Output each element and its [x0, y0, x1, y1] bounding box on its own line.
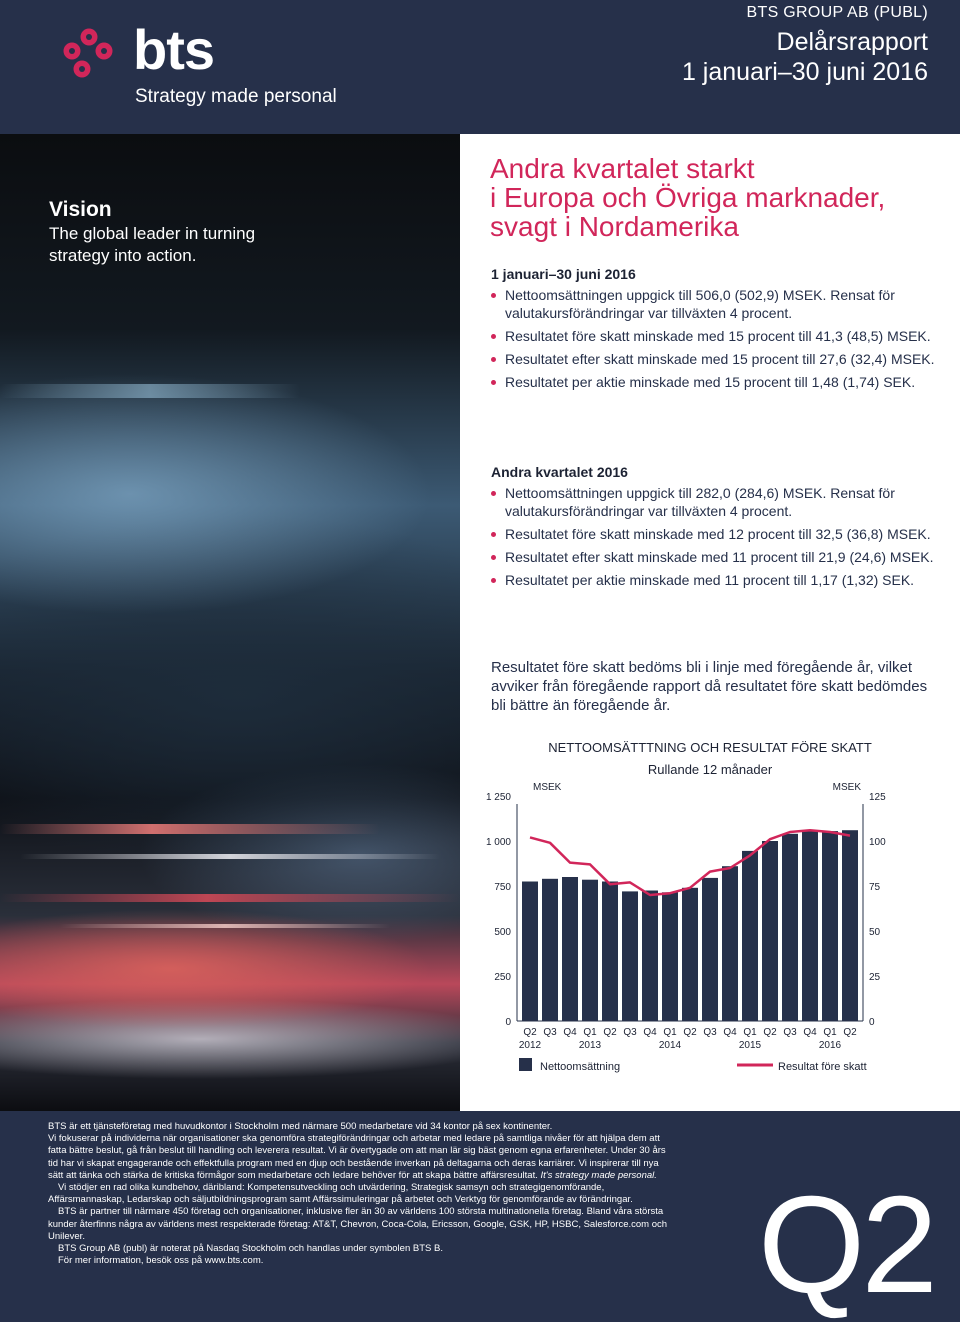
description-paragraph: Vi stödjer en rad olika kundbehov, däribland: Kompetensutveckling och utvärdering, Strategisk samsyn och strategigenomförande, Affärsmannaskap, Ledarskap och säljutbildningsprogram samt Affärssimuleringar på arbetet och Verktyg för genomförande av förändringar. [48, 1182, 633, 1206]
left-tick-label: 750 [494, 882, 511, 893]
revenue-bar [782, 834, 798, 1021]
bullet-item: Resultatet efter skatt minskade med 11 procent till 21,9 (24,6) MSEK. [491, 548, 951, 566]
description-paragraph [48, 1133, 668, 1182]
headline-line: Andra kvartalet starkt [490, 153, 755, 184]
legend-bar-swatch [519, 1058, 532, 1071]
legend-bar-label: Nettoomsättning [540, 1061, 621, 1073]
headline-line: svagt i Nordamerika [490, 211, 739, 242]
year-label: 2014 [658, 1040, 682, 1051]
summary-panel [460, 134, 960, 1111]
section-title-half-year: 1 januari–30 juni 2016 [491, 266, 636, 282]
bullet-item: Nettoomsättningen uppgick till 506,0 (502,9) MSEK. Rensat för valutakursförändringar var tillväxten 4 procent. [491, 286, 951, 322]
quarter-label: Q1 [663, 1027, 677, 1038]
report-header [0, 0, 960, 134]
left-tick-label: 1 250 [485, 792, 511, 803]
chart-subtitle: Rullande 12 månader [647, 762, 773, 777]
cover-photo [0, 134, 460, 1111]
quarter-label: Q4 [723, 1027, 737, 1038]
bts-logo-mark [60, 24, 120, 84]
description-paragraph: BTS är partner till närmare 450 företag och organisationer, inklusive fler än 30 av världens 100 största multinationella företag. Bland våra största kunder återfinns några av världens mest respekterade företag: AT&T, Chevron, Coca-Cola, Ericsson, Google, GSK, HP, HSBC, Salesforce.com och Unilever. [48, 1206, 668, 1242]
quarter-badge: Q2 [757, 1168, 934, 1322]
description-text: Vi fokuserar på individerna när organisationer ska genomföra strategiförändringar och arbetar med ledare på samtliga nivåer för att hjälpa dem att fatta bättre beslut, gå från beslut till handling och leverera resultat. Vi är övertygade om att man lär sig bäst genom egna erfarenheter. Under 30 års tid har vi skapat engagerande och effektfulla program med en djup och bestående inverkan på deltagarna och deras karriärer. Vi inspirerar till nya sätt att tänka och stärka de kritiska förmågor som medarbetare och ledare behöver för att skapa bättre affärsresultat. [48, 1133, 666, 1181]
right-tick-label: 0 [869, 1017, 875, 1028]
company-name: BTS GROUP AB (PUBL) [746, 4, 928, 21]
quarter-label: Q2 [763, 1027, 777, 1038]
bullet-item: Resultatet per aktie minskade med 15 procent till 1,48 (1,74) SEK. [491, 373, 951, 391]
revenue-bar [682, 888, 698, 1021]
quarter-label: Q2 [523, 1027, 537, 1038]
report-period: 1 januari–30 juni 2016 [681, 58, 928, 86]
revenue-bar [722, 866, 738, 1021]
quarter-label: Q4 [803, 1027, 817, 1038]
slogan: It's strategy made personal. [540, 1169, 657, 1181]
company-tagline: Strategy made personal [135, 86, 337, 107]
quarter-label: Q1 [743, 1027, 757, 1038]
half-year-bullets [491, 286, 951, 396]
report-title: Delårsrapport [776, 28, 928, 56]
revenue-bar [562, 877, 578, 1021]
quarter-label: Q1 [583, 1027, 597, 1038]
legend-line-label: Resultat före skatt [778, 1061, 867, 1073]
year-label: 2012 [518, 1040, 542, 1051]
headline-line: i Europa och Övriga marknader, [490, 182, 886, 213]
outlook-text: Resultatet före skatt bedöms bli i linje med föregående år, vilket avviker från föregående rapport då resultatet före skatt bedömdes bli bättre än föregående år. [491, 659, 928, 714]
vision-statement [49, 197, 255, 267]
revenue-bar [642, 891, 658, 1022]
right-tick-label: 75 [869, 882, 881, 893]
description-paragraph: För mer information, besök oss på www.bts.com. [58, 1255, 264, 1267]
bullet-item: Resultatet före skatt minskade med 12 procent till 32,5 (36,8) MSEK. [491, 525, 951, 543]
bullet-item: Nettoomsättningen uppgick till 282,0 (284,6) MSEK. Rensat för valutakursförändringar var tillväxten 4 procent. [491, 484, 951, 520]
revenue-bar [662, 892, 678, 1021]
left-tick-label: 0 [505, 1017, 511, 1028]
vision-title: Vision [49, 198, 112, 221]
company-description [48, 1121, 668, 1267]
revenue-profit-chart [460, 734, 960, 1094]
revenue-bar [602, 882, 618, 1022]
year-label: 2015 [738, 1040, 762, 1051]
section-title-quarter: Andra kvartalet 2016 [491, 464, 628, 480]
headline [490, 154, 950, 241]
left-tick-label: 250 [494, 972, 511, 983]
left-tick-label: 500 [494, 927, 511, 938]
bullet-item: Resultatet efter skatt minskade med 15 procent till 27,6 (32,4) MSEK. [491, 350, 951, 368]
bts-logo-wordmark: bts [133, 18, 214, 81]
quarter-label: Q2 [683, 1027, 697, 1038]
right-axis-unit: MSEK [832, 782, 861, 793]
description-paragraph: BTS Group AB (publ) är noterat på Nasdaq Stockholm och handlas under symbolen BTS B. [58, 1243, 443, 1255]
revenue-bar [622, 891, 638, 1021]
quarter-label: Q1 [823, 1027, 837, 1038]
quarter-label: Q4 [643, 1027, 657, 1038]
quarter-label: Q3 [543, 1027, 557, 1038]
right-tick-label: 25 [869, 972, 881, 983]
bullet-item: Resultatet per aktie minskade med 11 procent till 1,17 (1,32) SEK. [491, 571, 951, 589]
revenue-bar [742, 851, 758, 1021]
bullet-item: Resultatet före skatt minskade med 15 procent till 41,3 (48,5) MSEK. [491, 327, 951, 345]
right-tick-label: 125 [869, 792, 886, 803]
quarter-label: Q3 [623, 1027, 637, 1038]
revenue-bar [762, 841, 778, 1021]
revenue-bar [822, 831, 838, 1021]
right-tick-label: 50 [869, 927, 881, 938]
quarter-label: Q3 [783, 1027, 797, 1038]
chart-plot [460, 734, 960, 1094]
quarter-bullets [491, 484, 951, 594]
description-paragraph: BTS är ett tjänsteföretag med huvudkontor i Stockholm med närmare 500 medarbetare vid 34 kontor på sex kontinenter. [48, 1121, 553, 1132]
revenue-bar [522, 882, 538, 1022]
revenue-bar [842, 830, 858, 1021]
vision-text-line: strategy into action. [49, 246, 197, 265]
year-label: 2016 [818, 1040, 842, 1051]
revenue-bar [542, 879, 558, 1021]
revenue-bar [582, 880, 598, 1021]
quarter-label: Q2 [843, 1027, 857, 1038]
right-tick-label: 100 [869, 837, 886, 848]
left-tick-label: 1 000 [485, 837, 511, 848]
quarter-label: Q4 [563, 1027, 577, 1038]
left-axis-unit: MSEK [533, 782, 562, 793]
vision-text-line: The global leader in turning [49, 224, 256, 243]
quarter-label: Q3 [703, 1027, 717, 1038]
revenue-bar [702, 878, 718, 1021]
chart-title: NETTOOMSÄTTTNING OCH RESULTAT FÖRE SKATT [548, 740, 872, 755]
year-label: 2013 [578, 1040, 602, 1051]
revenue-bar [802, 830, 818, 1021]
quarter-label: Q2 [603, 1027, 617, 1038]
